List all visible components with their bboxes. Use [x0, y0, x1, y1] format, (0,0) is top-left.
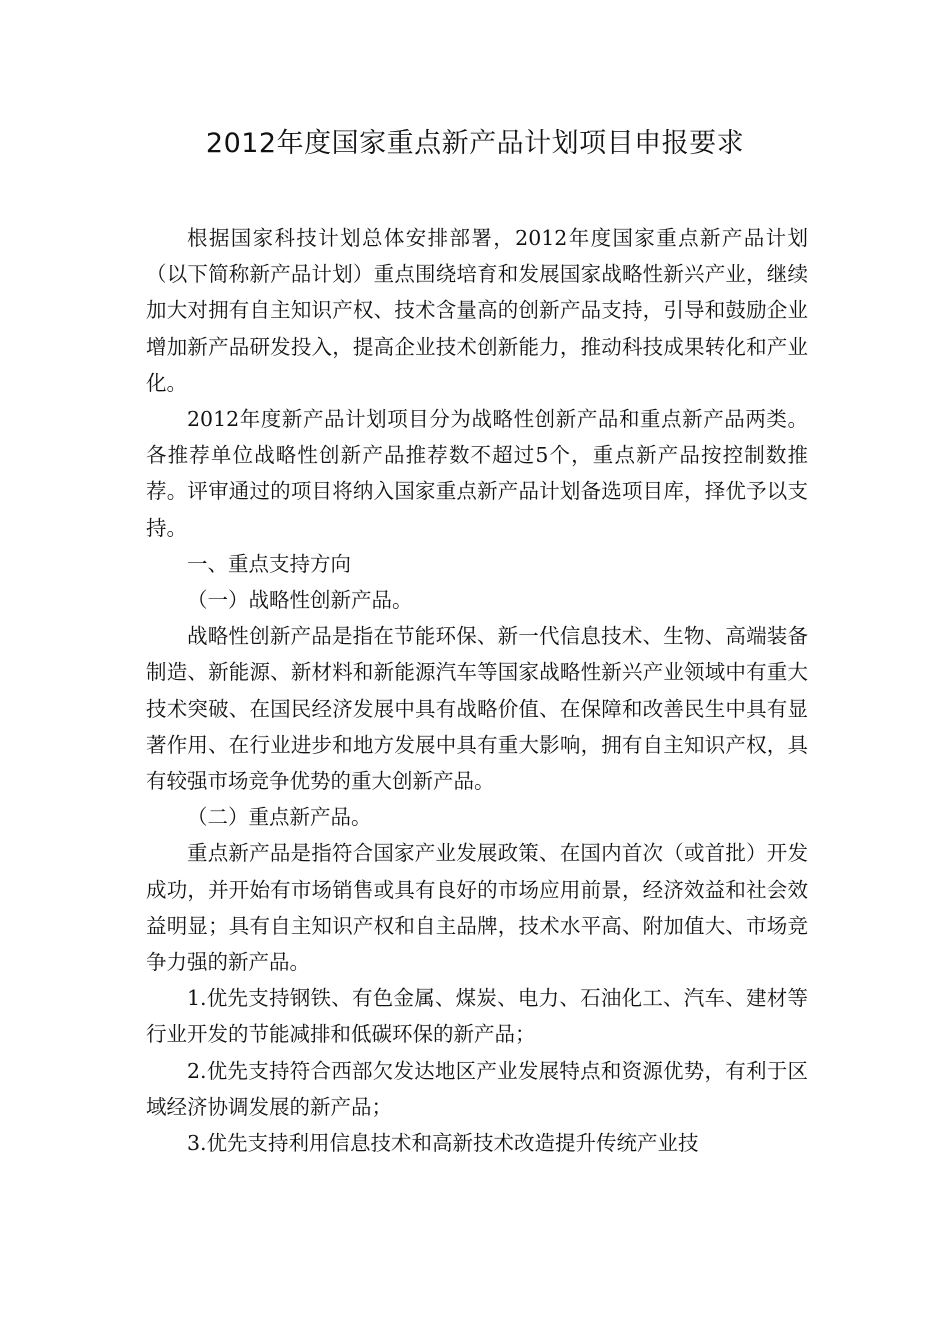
- intro-paragraph: 根据国家科技计划总体安排部署，2012年度国家重点新产品计划（以下简称新产品计划）重点围绕培育和发展国家战略性新兴产业，继续加大对拥有自主知识产权、技术含量高的创新产品支持，引导和鼓励企业增加新产品研发投入，提高企业技术创新能力，推动科技成果转化和产业化。: [146, 226, 808, 395]
- section-heading: 一、重点支持方向: [187, 551, 351, 576]
- strategic-definition-paragraph: 战略性创新产品是指在节能环保、新一代信息技术、生物、高端装备制造、新能源、新材料和新能源汽车等国家战略性新兴产业领域中有重大技术突破、在国民经济发展中具有战略价值、在保障和改善民生中具有显著作用、在行业进步和地方发展中具有重大影响，拥有自主知识产权，具有较强市场竞争优势的重大创新产品。: [146, 624, 808, 794]
- priority-item-2: 2.优先支持符合西部欠发达地区产业发展特点和资源优势，有利于区域经济协调发展的新产品；: [146, 1058, 808, 1119]
- priority-item-1: 1.优先支持钢铁、有色金属、煤炭、电力、石油化工、汽车、建材等行业开发的节能减排和低碳环保的新产品；: [146, 986, 808, 1047]
- document-title: 2012年度国家重点新产品计划项目申报要求: [205, 128, 745, 159]
- category-paragraph: 2012年度新产品计划项目分为战略性创新产品和重点新产品两类。各推荐单位战略性创新产品推荐数不超过5个，重点新产品按控制数推荐。评审通过的项目将纳入国家重点新产品计划备选项目库，择优予以支持。: [146, 407, 808, 540]
- subsection-heading-key: （二）重点新产品。: [187, 805, 372, 830]
- subsection-heading-strategic: （一）战略性创新产品。: [187, 588, 413, 613]
- document-body: [146, 220, 808, 1161]
- priority-item-3: 3.优先支持利用信息技术和高新技术改造提升传统产业技: [187, 1131, 699, 1156]
- key-definition-paragraph: 重点新产品是指符合国家产业发展政策、在国内首次（或首批）开发成功，并开始有市场销售或具有良好的市场应用前景，经济效益和社会效益明显；具有自主知识产权和自主品牌，技术水平高、附加值大、市场竞争力强的新产品。: [146, 841, 808, 975]
